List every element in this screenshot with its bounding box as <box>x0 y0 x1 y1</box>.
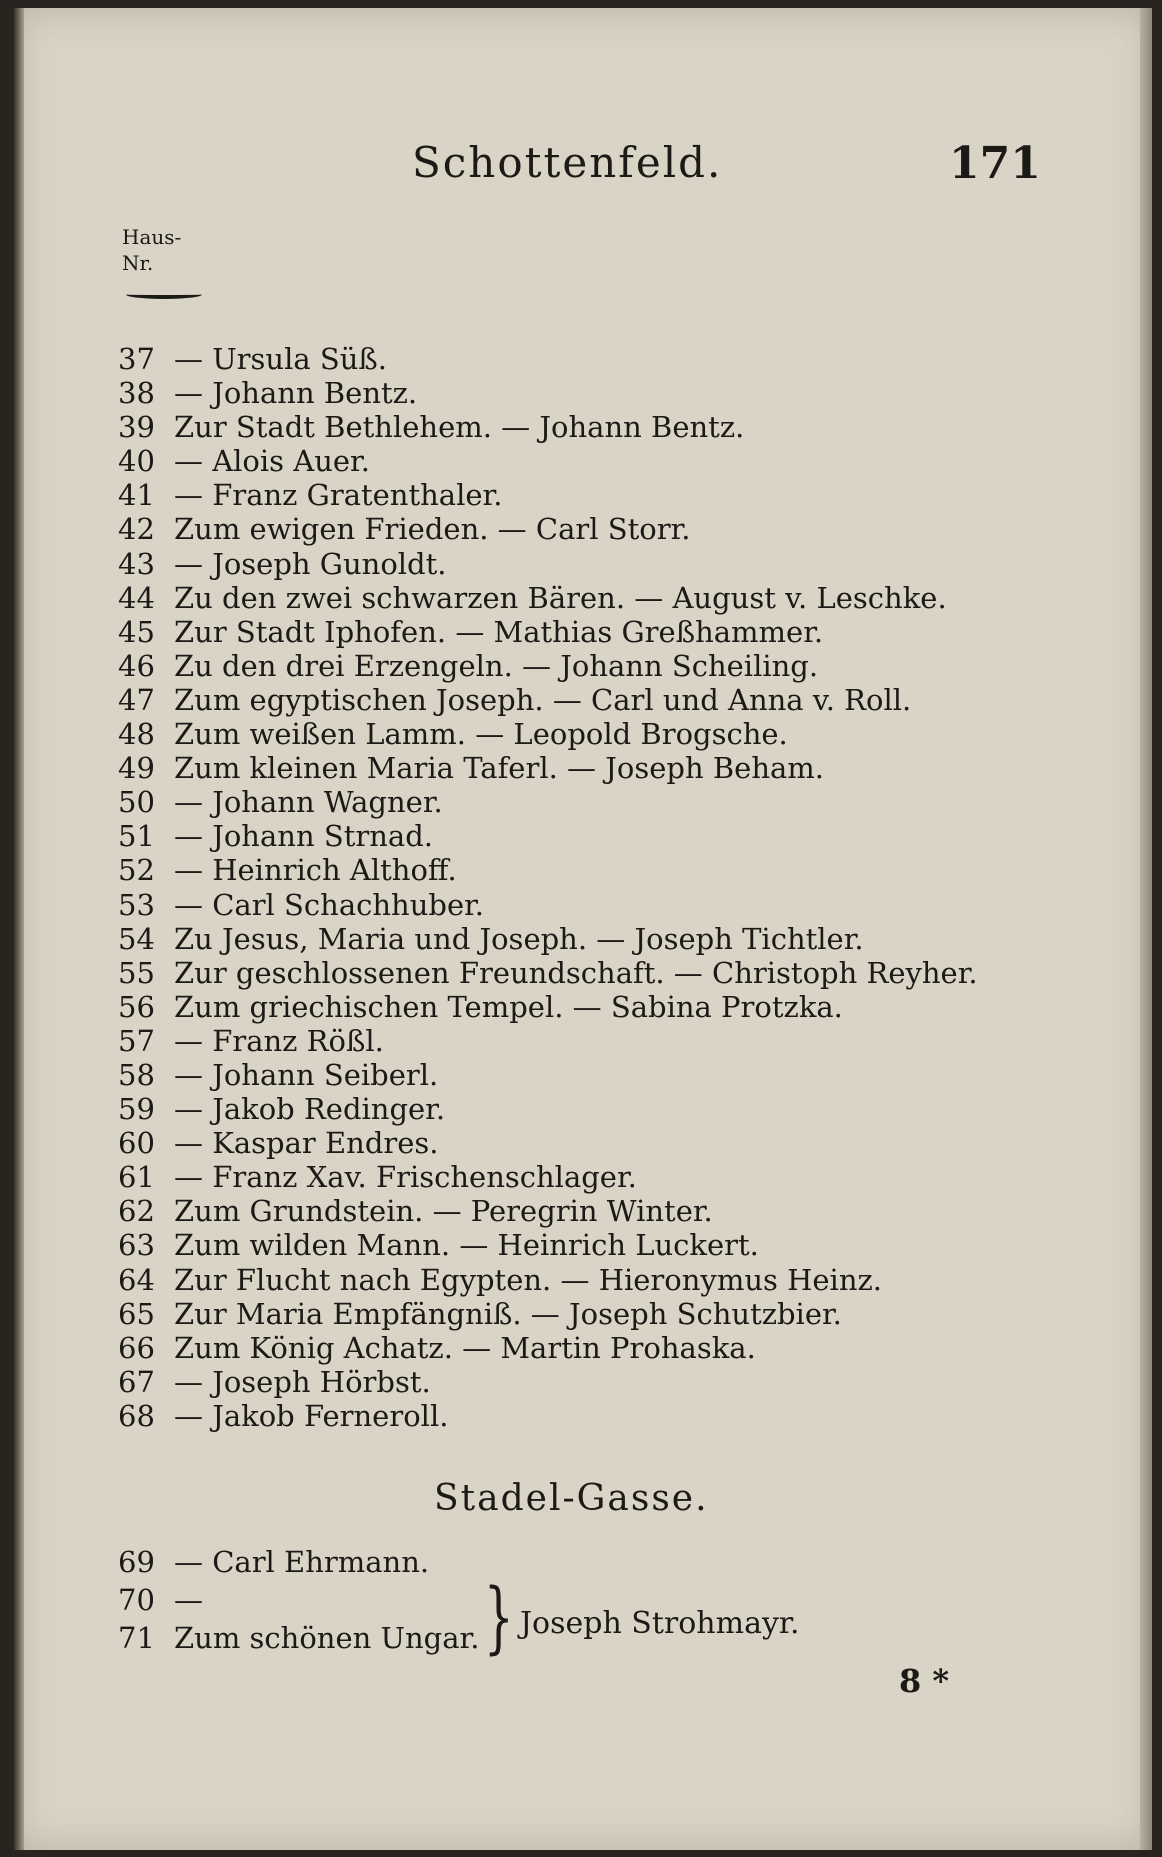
entry-text: — Franz Xav. Frischenschlager. <box>174 1160 637 1195</box>
list-item <box>118 547 1048 581</box>
list-item <box>118 819 1048 853</box>
entry-text: Zum schönen Ungar. <box>174 1621 480 1655</box>
grouping-brace: } <box>483 1573 514 1663</box>
entry-text: Zum König Achatz. — Martin Prohaska. <box>174 1330 756 1365</box>
house-number: 52 <box>118 853 155 888</box>
page-gutter <box>14 8 24 1850</box>
list-item <box>118 751 1048 785</box>
list-item <box>118 1399 1048 1433</box>
entry-text: — Kaspar Endres. <box>174 1126 439 1161</box>
entry-text: — Ursula Süß. <box>174 342 387 376</box>
entry-text: — Alois Auer. <box>174 444 370 479</box>
house-number: 67 <box>118 1364 155 1399</box>
list-item <box>118 342 1048 376</box>
house-number: 48 <box>118 717 155 752</box>
list-item <box>118 990 1048 1024</box>
column-label-rule <box>126 290 202 299</box>
list-item <box>118 478 1048 512</box>
entry-text: Zum Grundstein. — Peregrin Winter. <box>174 1194 713 1229</box>
entry-text: Zur Stadt Bethlehem. — Johann Bentz. <box>174 410 745 445</box>
house-number: 50 <box>118 785 155 820</box>
list-item <box>118 1543 1048 1581</box>
entry-text: — Jakob Redinger. <box>174 1092 446 1127</box>
entry-text: Zum ewigen Frieden. — Carl Storr. <box>174 512 691 547</box>
list-item <box>118 683 1048 717</box>
house-number: 56 <box>118 989 155 1024</box>
printer-signature-mark: 8 * <box>899 1662 950 1700</box>
entry-text: — Franz Rößl. <box>174 1023 384 1058</box>
list-item <box>118 956 1048 990</box>
house-number: 46 <box>118 648 155 683</box>
house-number: 63 <box>118 1228 155 1263</box>
list-item <box>118 581 1048 615</box>
entry-text: Zu den zwei schwarzen Bären. — August v. Leschke. <box>174 580 947 615</box>
list-item <box>118 1228 1048 1262</box>
entry-text: Zu den drei Erzengeln. — Johann Scheiling. <box>174 648 819 683</box>
list-item <box>118 1365 1048 1399</box>
house-number: 57 <box>118 1023 155 1058</box>
page-edge <box>1140 8 1152 1850</box>
page-number: 171 <box>949 138 1041 189</box>
entry-text: Zum wilden Mann. — Heinrich Luckert. <box>174 1228 759 1263</box>
section-title: Stadel-Gasse. <box>434 1478 709 1519</box>
list-item <box>118 853 1048 887</box>
house-number: 70 <box>118 1583 155 1617</box>
entry-text: Zum egyptischen Joseph. — Carl und Anna v. Roll. <box>174 682 912 717</box>
entry-text: Zum griechischen Tempel. — Sabina Protzka. <box>174 989 843 1024</box>
entry-text: — Heinrich Althoff. <box>174 853 457 888</box>
entry-text: — Joseph Gunoldt. <box>174 546 447 581</box>
list-item <box>118 1092 1048 1126</box>
entry-text: — Johann Strnad. <box>174 819 433 854</box>
shared-owner-name: Joseph Strohmayr. <box>520 1606 800 1641</box>
column-label-line1: Haus- <box>122 225 182 249</box>
entry-text: — Franz Gratenthaler. <box>174 478 503 513</box>
entry-text: — Jakob Ferneroll. <box>174 1398 449 1433</box>
house-number: 41 <box>118 478 155 513</box>
list-item <box>118 1160 1048 1194</box>
entry-text: — <box>174 1583 203 1617</box>
list-item <box>118 1058 1048 1092</box>
list-item <box>118 1194 1048 1228</box>
house-number: 37 <box>118 342 155 376</box>
list-item <box>118 615 1048 649</box>
house-number: 49 <box>118 751 155 786</box>
house-number: 38 <box>118 376 155 411</box>
column-label-line2: Nr. <box>122 251 154 275</box>
entry-text: Zum kleinen Maria Taferl. — Joseph Beham. <box>174 751 825 786</box>
house-number: 59 <box>118 1092 155 1127</box>
house-number: 45 <box>118 614 155 649</box>
list-item <box>118 1024 1048 1058</box>
entry-text: Zur Maria Empfängniß. — Joseph Schutzbier. <box>174 1296 842 1331</box>
house-number: 47 <box>118 682 155 717</box>
house-number: 43 <box>118 546 155 581</box>
entry-text: Zur Stadt Iphofen. — Mathias Greßhammer. <box>174 614 824 649</box>
entry-text: — Joseph Hörbst. <box>174 1364 431 1399</box>
list-item <box>118 1126 1048 1160</box>
house-number: 40 <box>118 444 155 479</box>
column-label <box>122 224 181 276</box>
list-item <box>118 922 1048 956</box>
entry-text: Zu Jesus, Maria und Joseph. — Joseph Tichtler. <box>174 921 864 956</box>
list-item <box>118 1331 1048 1365</box>
entry-text: Zur Flucht nach Egypten. — Hieronymus Heinz. <box>174 1262 882 1297</box>
house-number: 39 <box>118 410 155 445</box>
house-number: 68 <box>118 1398 155 1433</box>
entry-text: Zum weißen Lamm. — Leopold Brogsche. <box>174 717 788 752</box>
house-number: 55 <box>118 955 155 990</box>
list-item <box>118 410 1048 444</box>
house-number: 60 <box>118 1126 155 1161</box>
list-item <box>118 1263 1048 1297</box>
list-item <box>118 717 1048 751</box>
list-item <box>118 785 1048 819</box>
house-number: 42 <box>118 512 155 547</box>
house-number: 71 <box>118 1621 155 1655</box>
house-number: 44 <box>118 580 155 615</box>
list-item <box>118 888 1048 922</box>
house-number: 62 <box>118 1194 155 1229</box>
entry-text: — Johann Wagner. <box>174 785 443 820</box>
entry-text: — Johann Seiberl. <box>174 1057 439 1092</box>
entry-text: — Carl Schachhuber. <box>174 887 485 922</box>
entry-text: Zur geschlossenen Freundschaft. — Christoph Reyher. <box>174 955 978 990</box>
house-number: 66 <box>118 1330 155 1365</box>
house-number: 61 <box>118 1160 155 1195</box>
list-item <box>118 512 1048 546</box>
list-item <box>118 376 1048 410</box>
house-number: 53 <box>118 887 155 922</box>
house-number: 54 <box>118 921 155 956</box>
list-item <box>118 1297 1048 1331</box>
entry-text: — Carl Ehrmann. <box>174 1545 430 1579</box>
house-entry-list <box>118 342 1048 1433</box>
entry-text: — Johann Bentz. <box>174 376 418 411</box>
house-number: 51 <box>118 819 155 854</box>
house-number: 65 <box>118 1296 155 1331</box>
house-number: 69 <box>118 1545 155 1579</box>
running-header-title: Schottenfeld. <box>412 138 723 187</box>
list-item <box>118 444 1048 478</box>
house-number: 58 <box>118 1057 155 1092</box>
list-item <box>118 649 1048 683</box>
book-page <box>14 8 1152 1850</box>
house-number: 64 <box>118 1262 155 1297</box>
